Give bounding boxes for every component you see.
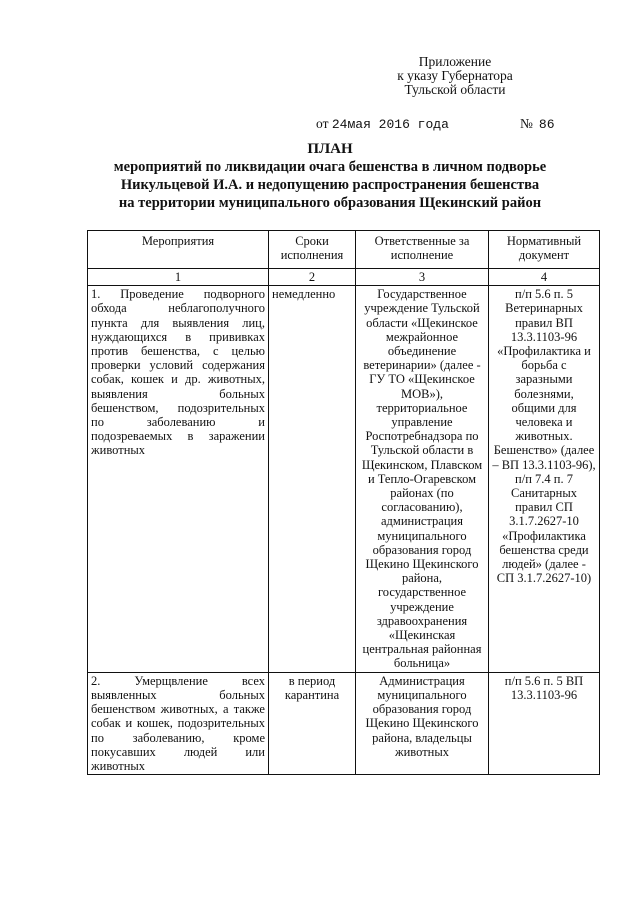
order-date: 24мая 2016 года xyxy=(331,117,449,132)
subtitle-line-2: Никульцевой И.А. и недопущению распространения бешенства xyxy=(120,177,540,193)
column-number: 3 xyxy=(356,269,489,286)
order-date-line xyxy=(316,116,449,132)
column-number-row xyxy=(88,269,600,286)
row-normative: п/п 5.6 п. 5 ВП 13.3.1103-96 xyxy=(489,672,600,774)
order-number-line xyxy=(520,116,555,132)
appendix-line-2: к указу Губернатора xyxy=(397,68,513,83)
header-activity: Мероприятия xyxy=(88,231,269,269)
appendix-block xyxy=(360,55,550,97)
column-number: 4 xyxy=(489,269,600,286)
column-number: 1 xyxy=(88,269,269,286)
order-from-label: от xyxy=(316,116,329,131)
table-row xyxy=(88,672,600,774)
row-normative: п/п 5.6 п. 5 Ветеринарных правил ВП 13.3.1103-96 «Профилактика и борьба с заразными болезнями, общими для человека и животных. Бешенство» (далее – ВП 13.3.1103-96), п/п 7.4 п. 7 Санитарных правил СП 3.1.7.2627-10 «Профилактика бешенства среди людей» (далее - СП 3.1.7.2627-10) xyxy=(489,286,600,672)
table-row xyxy=(88,286,600,672)
appendix-line-1: Приложение xyxy=(418,54,492,69)
header-responsible: Ответственные за исполнение xyxy=(356,231,489,269)
header-normative: Нормативный документ xyxy=(489,231,600,269)
document-title: ПЛАН xyxy=(307,141,353,157)
appendix-line-3: Тульской области xyxy=(404,82,506,97)
row-activity: 2. Умерщвление всех выявленных больных бешенством животных, а также собак и кошек, подозрительных по заболеванию, кроме покусавших людей или животных xyxy=(88,672,269,774)
row-activity: 1. Проведение подворного обхода неблагополучного пункта для выявления лиц, нуждающихся в прививках против бешенства, с целью проверки условий содержания собак, кошек и др. животных, выявления больных бешенством, подозрительных по заболеванию и подозреваемых в заражении животных xyxy=(88,286,269,672)
row-term: в период карантина xyxy=(269,672,356,774)
document-subtitle xyxy=(60,158,600,212)
subtitle-line-1: мероприятий по ликвидации очага бешенства в личном подворье xyxy=(113,159,547,175)
row-responsible: Администрация муниципального образования город Щекино Щекинского района, владельцы животных xyxy=(356,672,489,774)
row-term: немедленно xyxy=(269,286,356,672)
row-responsible: Государственное учреждение Тульской области «Щекинское межрайонное объединение ветеринарии» (далее - ГУ ТО «Щекинское МОВ»), территориальное управление Роспотребнадзора по Тульской области в Щекинском, Плавском и Тепло-Огаревском районах (по согласованию), администрация муниципального образования город Щекино Щекинского района, государственное учреждение здравоохранения «Щекинская центральная районная больница» xyxy=(356,286,489,672)
header-term: Сроки исполнения xyxy=(269,231,356,269)
column-number: 2 xyxy=(269,269,356,286)
subtitle-line-3: на территории муниципального образования Щекинский район xyxy=(118,195,542,211)
order-number: 86 xyxy=(538,117,555,132)
table-header-row xyxy=(88,231,600,269)
order-number-label: № xyxy=(520,116,533,131)
plan-table xyxy=(87,230,600,775)
